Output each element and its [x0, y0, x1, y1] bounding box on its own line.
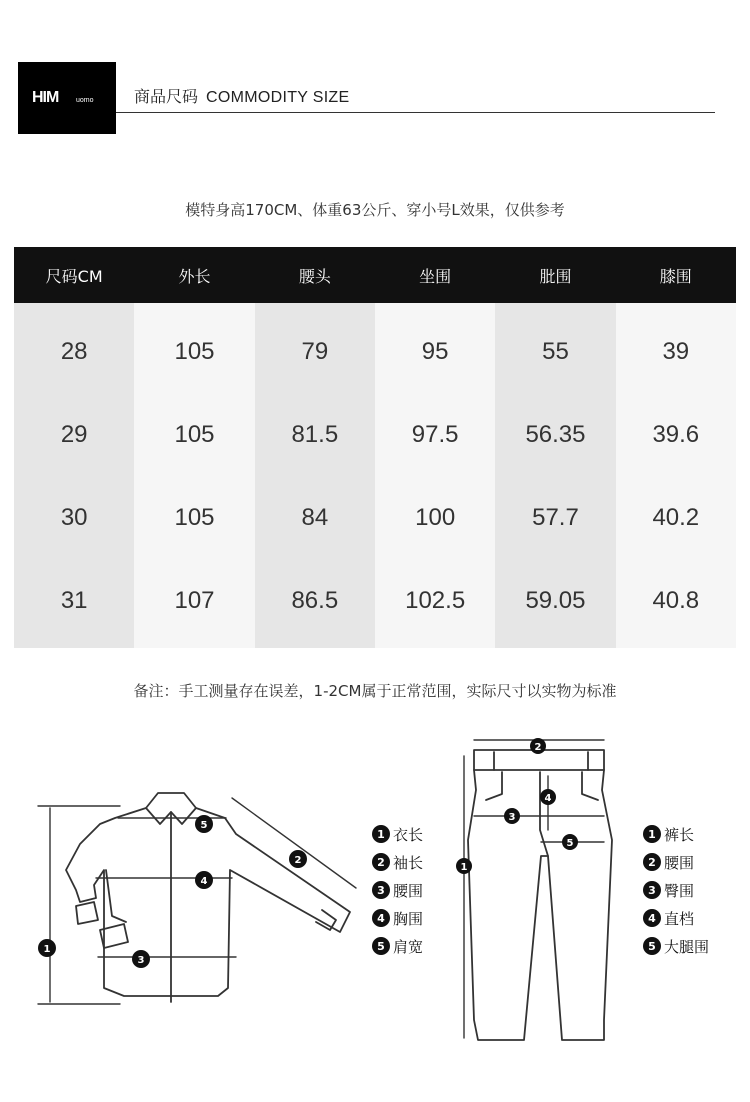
legend-label: 裤长 — [664, 825, 695, 844]
pants-marker-4: 4 — [544, 793, 552, 804]
legend-item — [643, 848, 709, 876]
pants-marker-3: 3 — [508, 812, 516, 823]
table-cell: 100 — [415, 503, 456, 531]
logo-main-text: HIM — [32, 89, 59, 106]
table-cell: 107 — [174, 586, 215, 614]
table-cell: 31 — [60, 586, 88, 614]
table-header-row — [14, 247, 736, 303]
table-cell: 105 — [174, 337, 215, 365]
legend-item — [372, 848, 423, 876]
pants-marker-5: 5 — [566, 838, 574, 849]
legend-label: 衣长 — [393, 825, 424, 844]
shirt-marker-2: 2 — [294, 855, 302, 866]
number-badge-icon: 4 — [372, 909, 390, 927]
table-cell: 39.6 — [652, 420, 700, 448]
table-cell: 84 — [301, 503, 329, 531]
legend-item — [643, 876, 709, 904]
table-cell: 102.5 — [405, 586, 466, 614]
column-header: 坐围 — [419, 266, 452, 286]
number-badge-icon: 4 — [643, 909, 661, 927]
legend-item — [643, 932, 709, 960]
table-cell: 28 — [60, 337, 88, 365]
table-column-seat — [375, 303, 495, 648]
section-title-cn: 商品尺码 — [134, 87, 199, 106]
pants-marker-2: 2 — [534, 742, 542, 753]
column-header: 尺码CM — [45, 266, 103, 286]
legend-label: 腰围 — [393, 881, 424, 900]
shirt-marker-4: 4 — [200, 876, 208, 887]
legend-label: 胸围 — [393, 909, 424, 928]
column-header: 膝围 — [659, 266, 692, 286]
table-cell: 59.05 — [525, 586, 586, 614]
table-body — [14, 303, 736, 648]
table-cell: 40.8 — [652, 586, 700, 614]
table-column-knee — [616, 303, 736, 648]
column-header: 外长 — [178, 266, 211, 286]
legend-item — [372, 904, 423, 932]
table-column-size — [14, 303, 134, 648]
table-cell: 95 — [421, 337, 449, 365]
header-divider — [116, 112, 715, 113]
table-cell: 79 — [301, 337, 329, 365]
legend-label: 直档 — [664, 909, 695, 928]
section-title — [134, 84, 349, 107]
number-badge-icon: 2 — [372, 853, 390, 871]
table-cell: 30 — [60, 503, 88, 531]
table-cell: 86.5 — [291, 586, 339, 614]
number-badge-icon: 1 — [372, 825, 390, 843]
legend-label: 肩宽 — [393, 937, 424, 956]
column-header: 腰头 — [298, 266, 331, 286]
number-badge-icon: 2 — [643, 853, 661, 871]
brand-logo — [18, 62, 116, 134]
table-cell: 57.7 — [532, 503, 579, 531]
legend-label: 大腿围 — [664, 937, 710, 956]
legend-item — [372, 820, 423, 848]
table-column-outer-length — [134, 303, 254, 648]
measurement-diagrams — [0, 720, 750, 1102]
pants-outline — [468, 750, 612, 1040]
table-cell: 81.5 — [291, 420, 339, 448]
legend-item — [372, 932, 423, 960]
pants-marker-1: 1 — [460, 862, 468, 873]
number-badge-icon: 5 — [643, 937, 661, 955]
table-column-waistband — [255, 303, 375, 648]
logo-sub-text: uomo — [76, 97, 94, 104]
table-cell: 29 — [60, 420, 88, 448]
legend-label: 袖长 — [393, 853, 424, 872]
pants-measure-lines — [464, 740, 604, 1038]
size-table — [14, 247, 736, 648]
shirt-marker-5: 5 — [200, 820, 208, 831]
column-header: 肶围 — [539, 266, 572, 286]
measurement-remark: 备注：手工测量存在误差，1-2CM属于正常范围，实际尺寸以实物为标准 — [133, 682, 617, 700]
table-cell: 55 — [542, 337, 569, 365]
legend-label: 腰围 — [664, 853, 695, 872]
legend-item — [372, 876, 423, 904]
table-cell: 105 — [174, 420, 215, 448]
legend-label: 臀围 — [664, 881, 695, 900]
number-badge-icon: 3 — [372, 881, 390, 899]
number-badge-icon: 5 — [372, 937, 390, 955]
number-badge-icon: 1 — [643, 825, 661, 843]
page-header — [18, 62, 715, 134]
pants-legend — [643, 820, 709, 960]
legend-item — [643, 904, 709, 932]
shirt-legend — [372, 820, 423, 960]
shirt-marker-3: 3 — [137, 955, 145, 966]
number-badge-icon: 3 — [643, 881, 661, 899]
legend-item — [643, 820, 709, 848]
section-title-en: COMMODITY SIZE — [206, 89, 350, 106]
table-cell: 40.2 — [652, 503, 700, 531]
table-cell: 97.5 — [411, 420, 459, 448]
shirt-marker-1: 1 — [43, 944, 51, 955]
table-cell: 56.35 — [525, 420, 586, 448]
table-column-thigh — [495, 303, 615, 648]
table-cell: 105 — [174, 503, 215, 531]
table-cell: 39 — [662, 337, 690, 365]
model-note: 模特身高170CM、体重63公斤、穿小号L效果，仅供参考 — [185, 201, 565, 219]
